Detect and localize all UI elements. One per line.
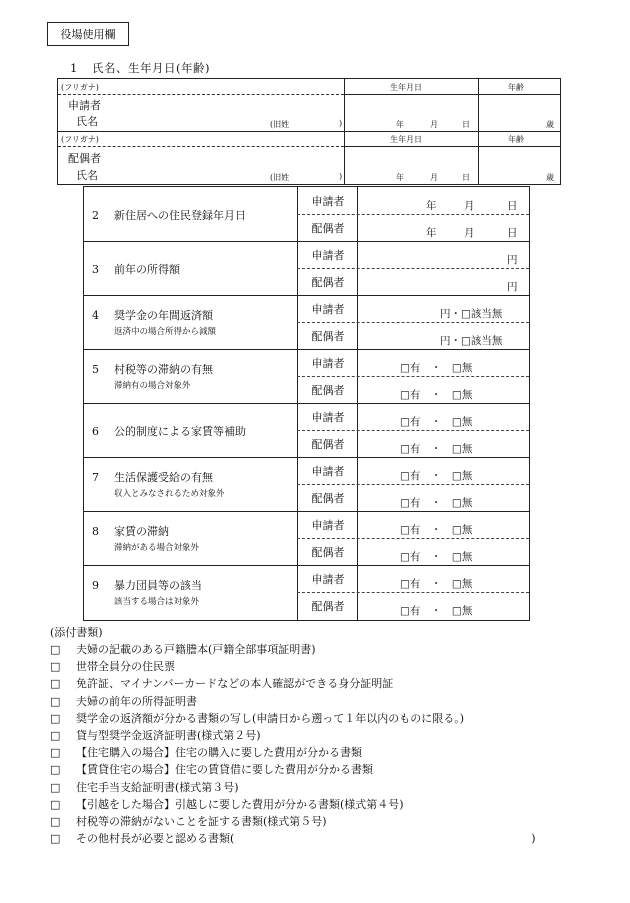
row-5-spouse-label: 配偶者 — [311, 384, 345, 397]
spouse-maiden-close: ) — [339, 172, 343, 181]
row-6-applicant-label: 申請者 — [311, 411, 345, 424]
row-9-applicant-value: □有 ・ □無 — [400, 578, 473, 590]
row-4-title — [92, 307, 213, 323]
attachment-item — [50, 744, 536, 761]
attachment-label: その他村長が必要と認める書類( ) — [76, 832, 536, 846]
row-9-title — [92, 577, 202, 593]
applicant-birth-day: 日 — [462, 120, 470, 129]
row-6-label: 公的制度による家賃等補助 — [114, 425, 246, 438]
checkbox-icon[interactable]: □ — [50, 728, 61, 742]
row-2-spouse-day: 日 — [507, 227, 518, 239]
attachment-item — [50, 710, 536, 727]
checkbox-icon[interactable]: □ — [50, 814, 61, 828]
applicant-age-header: 年齢 — [508, 83, 524, 92]
spouse-age-header: 年齢 — [508, 135, 524, 144]
checkbox-icon[interactable]: □ — [50, 763, 61, 777]
row-3-spouse-label: 配偶者 — [311, 276, 345, 289]
row-9-applicant-label: 申請者 — [311, 573, 345, 586]
applicant-age-unit: 歳 — [546, 120, 554, 129]
attachment-item — [50, 813, 536, 830]
row-8-title — [92, 523, 169, 539]
applicant-label-line2: 氏名 — [76, 115, 98, 128]
divider — [297, 430, 529, 431]
row-9-spouse-value: □有 ・ □無 — [400, 605, 473, 617]
row-2-spouse-year: 年 — [426, 227, 437, 239]
row-2-applicant-year: 年 — [426, 200, 437, 212]
row-6-spouse-label: 配偶者 — [311, 438, 345, 451]
attachment-item — [50, 693, 536, 710]
spouse-age-unit: 歳 — [546, 173, 554, 182]
row-9-number: 9 — [92, 579, 99, 592]
attachment-item — [50, 675, 536, 692]
details-table — [83, 186, 530, 621]
row-2-applicant-month: 月 — [464, 200, 475, 212]
row-8-label: 家賃の滞納 — [114, 525, 169, 538]
row-3-applicant-yen: 円 — [507, 254, 518, 266]
divider — [84, 511, 529, 512]
applicant-birth-year: 年 — [396, 120, 404, 129]
divider — [84, 241, 529, 242]
name-birth-table — [57, 78, 561, 185]
applicant-maiden-open: (旧姓 — [270, 120, 290, 129]
row-4-applicant-label: 申請者 — [311, 303, 345, 316]
attachment-label: 奨学金の返済額が分かる書類の写し(申請日から遡って１年以内のものに限る。) — [76, 711, 465, 725]
attachment-item — [50, 658, 536, 675]
row-6-title — [92, 423, 246, 439]
row-2-title — [92, 207, 246, 223]
row-4-note: 返済中の場合所得から減額 — [114, 327, 217, 337]
row-7-title — [92, 469, 213, 485]
row-3-applicant-label: 申請者 — [311, 249, 345, 262]
divider — [84, 403, 529, 404]
applicant-birth-month: 月 — [430, 120, 438, 129]
spouse-birth-year: 年 — [396, 173, 404, 182]
divider — [297, 214, 529, 215]
row-5-spouse-value: □有 ・ □無 — [400, 389, 473, 401]
attachment-item — [50, 796, 536, 813]
spouse-label-line2: 氏名 — [76, 169, 98, 182]
checkbox-icon[interactable]: □ — [50, 832, 61, 846]
checkbox-icon[interactable]: □ — [50, 746, 61, 760]
checkbox-icon[interactable]: □ — [50, 694, 61, 708]
checkbox-icon[interactable]: □ — [50, 660, 61, 674]
divider — [297, 322, 529, 323]
checkbox-icon[interactable]: □ — [50, 797, 61, 811]
row-9-spouse-label: 配偶者 — [311, 600, 345, 613]
divider — [58, 94, 344, 95]
attachment-item — [50, 779, 536, 796]
spouse-maiden-open: (旧姓 — [270, 173, 290, 182]
checkbox-icon[interactable]: □ — [50, 780, 61, 794]
attachment-label: 【賃貸住宅の場合】住宅の賃貸借に要した費用が分かる書類 — [76, 763, 373, 777]
spouse-birth-header: 生年月日 — [390, 135, 422, 144]
row-5-note: 滞納有の場合対象外 — [114, 381, 191, 391]
row-7-spouse-value: □有 ・ □無 — [400, 497, 473, 509]
row-5-title — [92, 361, 213, 377]
applicant-label-line1: 申請者 — [68, 99, 101, 112]
row-5-applicant-value: □有 ・ □無 — [400, 362, 473, 374]
applicant-birth-header: 生年月日 — [390, 83, 422, 92]
attachment-label: 【住宅購入の場合】住宅の購入に要した費用が分かる書類 — [76, 746, 362, 760]
checkbox-icon[interactable]: □ — [50, 677, 61, 691]
applicant-furigana-label: (フリガナ) — [61, 83, 99, 92]
attachment-label: 【引越をした場合】引越しに要した費用が分かる書類(様式第４号) — [76, 797, 404, 811]
divider — [58, 131, 560, 132]
attachment-label: 世帯全員分の住民票 — [76, 660, 175, 674]
attachment-item — [50, 641, 536, 658]
row-3-number: 3 — [92, 263, 99, 276]
checkbox-icon[interactable]: □ — [50, 711, 61, 725]
row-8-number: 8 — [92, 525, 99, 538]
row-6-applicant-value: □有 ・ □無 — [400, 416, 473, 428]
row-9-label: 暴力団員等の該当 — [114, 579, 202, 592]
spouse-birth-month: 月 — [430, 173, 438, 182]
row-7-note: 収入とみなされるため対象外 — [114, 489, 225, 499]
row-4-applicant-value: 円・□該当無 — [440, 308, 503, 320]
attachments-list — [50, 641, 536, 847]
divider — [344, 146, 560, 147]
attachment-item — [50, 727, 536, 744]
applicant-maiden-close: ) — [339, 119, 343, 128]
row-8-note: 滞納がある場合対象外 — [114, 543, 200, 553]
divider — [297, 592, 529, 593]
row-8-spouse-label: 配偶者 — [311, 546, 345, 559]
row-3-label: 前年の所得額 — [114, 263, 180, 276]
office-use-box: 役場使用欄 — [47, 22, 129, 46]
row-7-applicant-value: □有 ・ □無 — [400, 470, 473, 482]
row-5-applicant-label: 申請者 — [311, 357, 345, 370]
divider — [58, 146, 344, 147]
attachment-label: 村税等の滞納がないことを証する書類(様式第５号) — [76, 814, 327, 828]
attachment-label: 免許証、マイナンバーカードなどの本人確認ができる身分証明証 — [76, 677, 394, 691]
row-4-spouse-label: 配偶者 — [311, 330, 345, 343]
row-7-label: 生活保護受給の有無 — [114, 471, 213, 484]
divider — [84, 457, 529, 458]
row-8-applicant-value: □有 ・ □無 — [400, 524, 473, 536]
section1-heading — [70, 60, 210, 76]
attachment-label: 住宅手当支給証明書(様式第３号) — [76, 780, 239, 794]
row-6-number: 6 — [92, 425, 99, 438]
divider — [84, 349, 529, 350]
divider — [344, 94, 560, 95]
row-2-spouse-label: 配偶者 — [311, 222, 345, 235]
row-6-spouse-value: □有 ・ □無 — [400, 443, 473, 455]
divider — [84, 295, 529, 296]
row-2-label: 新住居への住民登録年月日 — [114, 209, 246, 222]
checkbox-icon[interactable]: □ — [50, 643, 61, 656]
divider — [297, 538, 529, 539]
divider — [297, 376, 529, 377]
row-2-spouse-month: 月 — [464, 227, 475, 239]
row-5-number: 5 — [92, 363, 99, 376]
row-5-label: 村税等の滞納の有無 — [114, 363, 213, 376]
row-8-spouse-value: □有 ・ □無 — [400, 551, 473, 563]
row-7-number: 7 — [92, 471, 99, 484]
row-4-spouse-value: 円・□該当無 — [440, 335, 503, 347]
attachments-title: (添付書類) — [50, 626, 103, 639]
divider — [84, 565, 529, 566]
section1-number: 1 — [70, 61, 78, 75]
spouse-label-line1: 配偶者 — [68, 152, 101, 165]
spouse-furigana-label: (フリガナ) — [61, 135, 99, 144]
row-3-title — [92, 261, 180, 277]
spouse-birth-day: 日 — [462, 173, 470, 182]
attachment-item — [50, 761, 536, 778]
attachment-label: 貸与型奨学金返済証明書(様式第２号) — [76, 728, 261, 742]
divider — [297, 484, 529, 485]
row-4-label: 奨学金の年間返済額 — [114, 309, 213, 322]
row-4-number: 4 — [92, 309, 99, 322]
row-2-applicant-label: 申請者 — [311, 195, 345, 208]
row-8-applicant-label: 申請者 — [311, 519, 345, 532]
row-9-note: 該当する場合は対象外 — [114, 597, 200, 607]
divider — [297, 268, 529, 269]
attachment-label: 夫婦の記載のある戸籍謄本(戸籍全部事項証明書) — [76, 643, 316, 656]
section1-title: 氏名、生年月日(年齢) — [92, 61, 210, 75]
row-7-applicant-label: 申請者 — [311, 465, 345, 478]
row-2-number: 2 — [92, 209, 99, 222]
row-7-spouse-label: 配偶者 — [311, 492, 345, 505]
row-3-spouse-yen: 円 — [507, 281, 518, 293]
attachment-label: 夫婦の前年の所得証明書 — [76, 694, 197, 708]
attachment-item — [50, 830, 536, 847]
row-2-applicant-day: 日 — [507, 200, 518, 212]
